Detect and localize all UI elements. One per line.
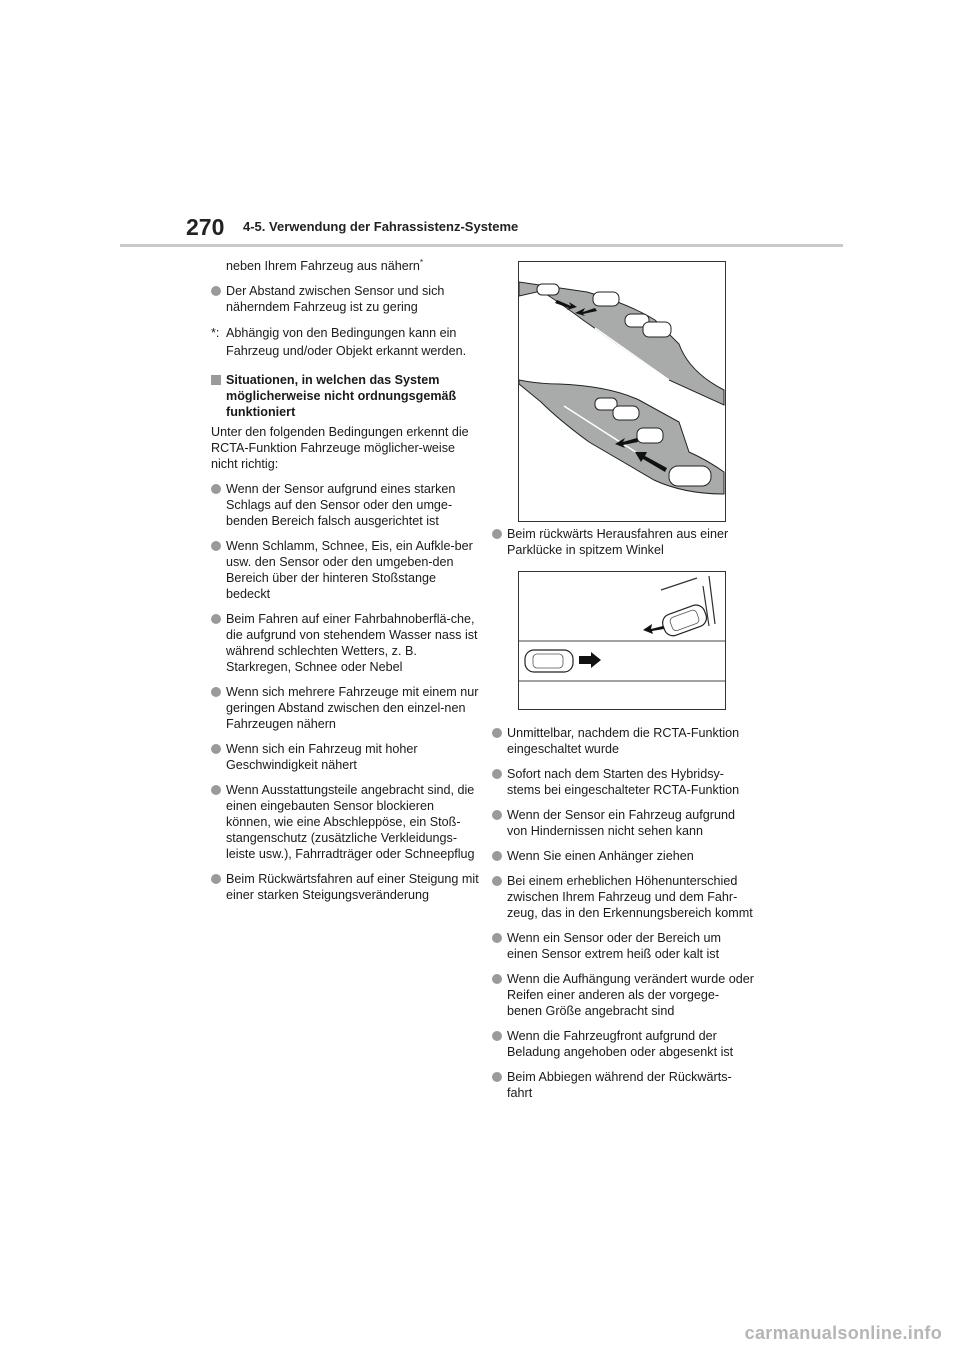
list-item-text: Wenn ein Sensor oder der Bereich um einen Sensor extrem heiß oder kalt ist <box>507 931 721 961</box>
bullet-dot-icon <box>211 785 221 795</box>
list-item <box>211 741 479 773</box>
bullet-dot-icon <box>492 769 502 779</box>
list-item <box>492 1028 754 1060</box>
bullet-dot-icon <box>492 974 502 984</box>
list-item-text: Bei einem erheblichen Höhenunterschied zwischen Ihrem Fahrzeug und dem Fahr-zeug, das in den Erkennungsbereich kommt <box>507 874 753 920</box>
list-item <box>492 766 754 798</box>
section-intro: Unter den folgenden Bedingungen erkennt die RCTA-Funktion Fahrzeuge möglicher-weise nicht richtig: <box>211 425 469 471</box>
list-item-text: Wenn die Aufhängung verändert wurde oder Reifen einer anderen als der vorgege-benen Größe angebracht sind <box>507 972 754 1018</box>
bullet-dot-icon <box>211 541 221 551</box>
list-item-text: Der Abstand zwischen Sensor und sich näherndem Fahrzeug ist zu gering <box>226 284 445 314</box>
bullet-dot-icon <box>492 933 502 943</box>
list-item-text: Wenn der Sensor ein Fahrzeug aufgrund von Hindernissen nicht sehen kann <box>507 808 735 838</box>
list-item <box>492 725 754 757</box>
list-item-text: Wenn Sie einen Anhänger ziehen <box>507 849 694 863</box>
bullet-dot-icon <box>211 614 221 624</box>
bullet-dot-icon <box>492 851 502 861</box>
bullet-dot-icon <box>211 874 221 884</box>
asterisk-mark: * <box>419 257 424 267</box>
footnote-text: Abhängig von den Bedingungen kann ein Fahrzeug und/oder Objekt erkannt werden. <box>226 326 467 358</box>
figure-spacer <box>492 578 754 715</box>
bullet-dot-icon <box>492 529 502 539</box>
list-item <box>492 873 754 921</box>
list-item <box>211 283 479 315</box>
bullet-dot-icon <box>492 728 502 738</box>
header-rule <box>120 244 843 247</box>
list-item-text: Wenn Ausstattungsteile angebracht sind, die einen eingebauten Sensor blockieren können, wie eine Abschleppöse, ein Stoß-stangenschutz (zusätzliche Verkleidungs-leiste usw.), Fahrradträger oder Schneepflug <box>226 783 475 861</box>
illustration-slope-roads <box>518 261 726 522</box>
watermark[interactable]: carmanualsonline.info <box>744 1323 942 1343</box>
footnote-mark: *: <box>211 326 220 340</box>
list-item-text: Sofort nach dem Starten des Hybridsy-stems bei eingeschalteter RCTA-Funktion <box>507 767 740 797</box>
bullet-dot-icon <box>211 687 221 697</box>
right-column <box>492 526 754 1110</box>
list-item-text: Beim Rückwärtsfahren auf einer Steigung mit einer starken Steigungsveränderung <box>226 872 479 902</box>
car-icon <box>593 292 619 306</box>
car-icon <box>669 466 711 486</box>
list-item-text: Wenn die Fahrzeugfront aufgrund der Beladung angehoben oder abgesenkt ist <box>507 1029 734 1059</box>
list-item <box>211 871 479 903</box>
list-item <box>211 782 479 862</box>
continued-text-body: neben Ihrem Fahrzeug aus nähern <box>226 259 420 273</box>
car-icon <box>643 322 671 337</box>
list-item <box>492 930 754 962</box>
list-item <box>492 526 754 558</box>
list-item <box>211 684 479 732</box>
list-item-text: Beim rückwärts Herausfahren aus einer Parklücke in spitzem Winkel <box>507 527 729 557</box>
list-item <box>492 807 754 839</box>
list-item-text: Beim Abbiegen während der Rückwärts-fahrt <box>507 1070 732 1100</box>
list-item-text: Beim Fahren auf einer Fahrbahnoberflä-che, die aufgrund von stehendem Wasser nass ist während schlechten Wetters, z. B. Starkregen, Schnee oder Nebel <box>226 612 478 674</box>
list-item <box>492 848 754 864</box>
slope-roads-drawing <box>519 262 725 521</box>
list-item <box>211 611 479 675</box>
car-icon <box>537 284 559 295</box>
list-item-text: Wenn sich ein Fahrzeug mit hoher Geschwindigkeit nähert <box>226 742 418 772</box>
list-item-text: Wenn Schlamm, Schnee, Eis, ein Aufkle-ber usw. den Sensor oder den umgeben-den Bereich über der hinteren Stoßstange bedeckt <box>226 539 473 601</box>
footnote <box>211 324 479 360</box>
left-column <box>211 258 479 912</box>
list-item <box>211 538 479 602</box>
bullet-dot-icon <box>211 286 221 296</box>
list-item <box>492 1069 754 1101</box>
list-item-text: Wenn der Sensor aufgrund eines starken Schlags auf den Sensor oder den umge-benden Bereich falsch ausgerichtet ist <box>226 482 456 528</box>
bullet-dot-icon <box>492 1072 502 1082</box>
list-item <box>492 971 754 1019</box>
bullet-dot-icon <box>211 484 221 494</box>
chapter-title: 4-5. Verwendung der Fahrassistenz-Systeme <box>243 219 519 234</box>
page-number: 270 <box>186 214 225 240</box>
list-item-text: Unmittelbar, nachdem die RCTA-Funktion eingeschaltet wurde <box>507 726 740 756</box>
square-bullet-icon <box>211 375 221 385</box>
car-icon <box>637 428 663 443</box>
section-heading-text: Situationen, in welchen das System möglicherweise nicht ordnungsgemäß funktioniert <box>226 373 457 419</box>
car-icon <box>595 398 617 410</box>
bullet-dot-icon <box>492 876 502 886</box>
list-item-text: Wenn sich mehrere Fahrzeuge mit einem nur geringen Abstand zwischen den einzel-nen Fahrzeugen nähern <box>226 685 479 731</box>
car-icon <box>613 406 639 420</box>
bullet-dot-icon <box>211 744 221 754</box>
section-heading <box>211 372 479 420</box>
continued-text <box>211 258 479 274</box>
bullet-dot-icon <box>492 810 502 820</box>
bullet-dot-icon <box>492 1031 502 1041</box>
list-item <box>211 481 479 529</box>
